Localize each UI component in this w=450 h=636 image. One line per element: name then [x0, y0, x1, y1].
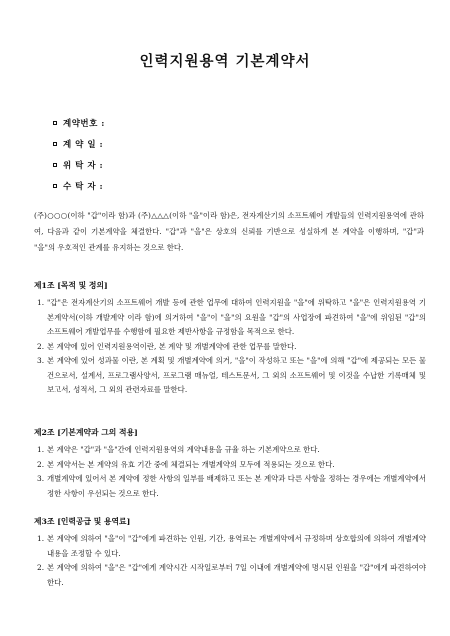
contract-fields [53, 112, 105, 196]
square-bullet-icon [53, 121, 57, 125]
clause-item: 2. 본 계약에 의하여 "을"은 "갑"에게 계약시간 시작일로부터 7일 이내에 개별계약에 명시된 인원을 "갑"에게 파견하여야 한다. [37, 563, 426, 587]
clause-item: 1. 본 계약에 의하여 "을"이 "갑"에게 파견하는 인원, 기간, 용역료는 개별계약에서 규정하며 상호합의에 의하여 개별계약내용을 조정할 수 있다. [37, 534, 426, 558]
field-consignee [53, 175, 105, 196]
field-contract-number [53, 112, 105, 133]
clause-item: 3. 본 계약에 있어 성과물 이란, 본 계획 및 개별계약에 의거, "을"이 작성하고 또는 "을"에 의해 "갑"에 제공되는 모든 물건으로서, 설계서, 프로그램사양서, 프로그램 매뉴얼, 테스트문서, 그 외의 소프트웨어 및 이것을 수납한 기록매체 및 보고서, 성적서, 그 외의 관련자료를 말한다. [37, 356, 426, 394]
preamble-text: (주)○○○(이하 "갑"이라 함)과 (주)△△△(이하 "을"이라 함)은, 전자계산기의 소프트웨어 개발들의 인력지원용역에 관하여, 다음과 같이 기본계약을 체결한다. "갑"과 "을"은 상호의 신뢰를 기반으로 성실하게 본 계약을 이행하며, "갑"과 "을"의 우호적인 관계를 유지하는 것으로 한다. [34, 211, 424, 252]
clause-text: 개별계약에 있어서 본 계약에 정한 사항의 일부를 배제하고 또는 본 계약과 다른 사항을 정하는 경우에는 개별계약에서 정한 사항이 우선되는 것으로 한다. [47, 474, 426, 498]
section-title: 제3조 [인력공급 및 용역료] [34, 517, 131, 526]
clause-text: "갑"은 전자계산기의 소프트웨어 개발 등에 관한 업무에 대하여 인력지원을 "을"에 위탁하고 "을"은 인력지원용역 기본계약서(이하 개발계약 이라 함)에 의거하여 "을"이 "을"의 요원을 "갑"의 사업장에 파견하여 "을"에 위임된 "갑"의 소프트웨어 개발업무를 수행함에 필요한 제반사항을 규정함을 목적으로 한다. [47, 298, 426, 336]
section-article-2 [34, 427, 426, 501]
clause-text: 본 계약에 있어 인력지원용역이란, 본 계약 및 개별계약에 관한 업무를 말한다. [47, 341, 297, 351]
clause-text: 본 계약서는 본 계약의 유효 기간 중에 체결되는 개별계약의 모두에 적용되는 것으로 한다. [47, 459, 335, 469]
clause-text: 본 계약에 있어 성과물 이란, 본 계획 및 개별계약에 의거, "을"이 작성하고 또는 "을"에 의해 "갑"에 제공되는 모든 물건으로서, 설계서, 프로그램사양서, 프로그램 매뉴얼, 테스트문서, 그 외의 소프트웨어 및 이것을 수납한 기록매체 및 보고서, 성적서, 그 외의 관련자료를 말한다. [47, 356, 426, 394]
section-article-3 [34, 516, 426, 590]
clause-item: 3. 개별계약에 있어서 본 계약에 정한 사항의 일부를 배제하고 또는 본 계약과 다른 사항을 정하는 경우에는 개별계약에서 정한 사항이 우선되는 것으로 한다. [37, 474, 426, 498]
clause-list [34, 296, 426, 398]
clause-item: 1. 본 계약은 "갑"과 "을"간에 인력지원용역의 계약내용을 규율 하는 기본계약으로 한다. [37, 445, 320, 454]
section-article-1 [34, 280, 426, 398]
clause-text: 본 계약에 의하여 "을"은 "갑"에게 계약시간 시작일로부터 7일 이내에 개별계약에 명시된 인원을 "갑"에게 파견하여야 한다. [47, 563, 426, 587]
field-label: 계약번호 : [63, 118, 105, 129]
field-contract-date [53, 133, 105, 154]
clause-list [34, 532, 426, 590]
document-title: 인력지원용역 기본계약서 [139, 53, 311, 70]
clause-list [34, 443, 426, 501]
section-title: 제2조 [기본계약과 그의 적용] [34, 428, 138, 437]
square-bullet-icon [53, 184, 57, 188]
field-consignor [53, 154, 105, 175]
preamble [34, 208, 424, 256]
clause-item: 2. 본 계약에 있어 인력지원용역이란, 본 계약 및 개별계약에 관한 업무를 말한다. [37, 341, 297, 351]
field-label: 수 탁 자 : [63, 181, 104, 192]
section-title: 제1조 [목적 및 정의] [34, 281, 108, 290]
clause-item: 1. "갑"은 전자계산기의 소프트웨어 개발 등에 관한 업무에 대하여 인력지원을 "을"에 위탁하고 "을"은 인력지원용역 기본계약서(이하 개발계약 이라 함)에 의거하여 "을"이 "을"의 요원을 "갑"의 사업장에 파견하여 "을"에 위임된 "갑"의 소프트웨어 개발업무를 수행함에 필요한 제반사항을 규정함을 목적으로 한다. [37, 298, 426, 336]
clause-item: 2. 본 계약서는 본 계약의 유효 기간 중에 체결되는 개별계약의 모두에 적용되는 것으로 한다. [37, 459, 335, 469]
field-label: 위 탁 자 : [63, 160, 104, 171]
clause-text: 본 계약에 의하여 "을"이 "갑"에게 파견하는 인원, 기간, 용역료는 개별계약에서 규정하며 상호합의에 의하여 개별계약내용을 조정할 수 있다. [47, 534, 426, 558]
clause-text: 본 계약은 "갑"과 "을"간에 인력지원용역의 계약내용을 규율 하는 기본계약으로 한다. [47, 445, 320, 454]
field-label: 계 약 일 : [63, 139, 104, 150]
square-bullet-icon [53, 142, 57, 146]
square-bullet-icon [53, 163, 57, 167]
